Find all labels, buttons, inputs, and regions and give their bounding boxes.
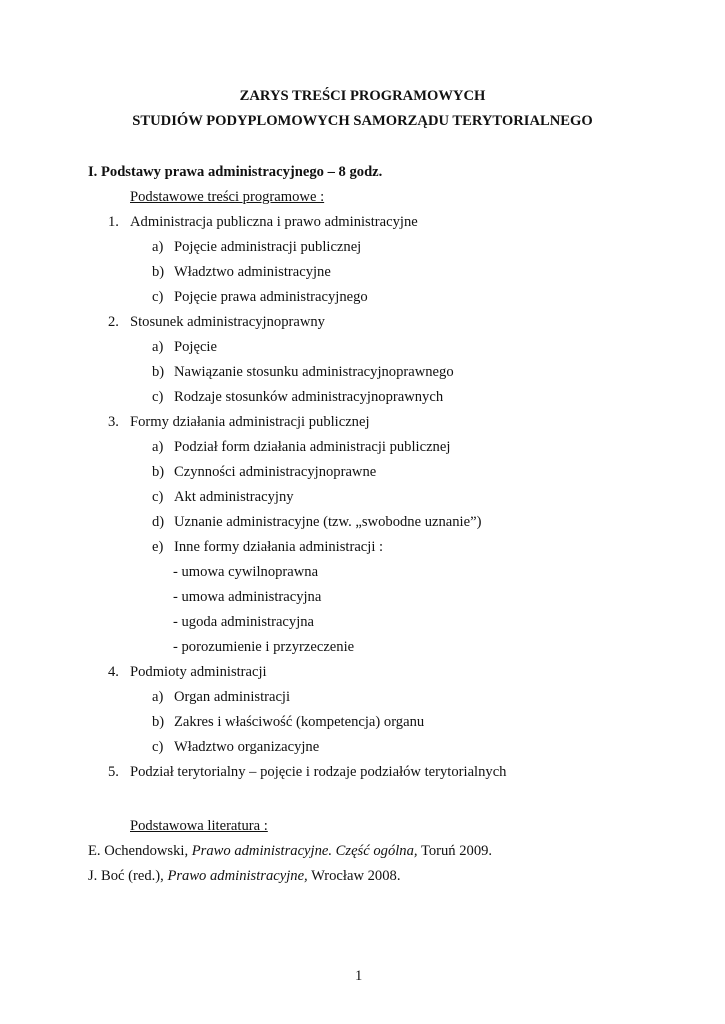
content-label: Podstawowe treści programowe :: [130, 189, 325, 205]
literature-entry: [88, 842, 492, 860]
topic-label: Stosunek administracyjnoprawny: [130, 314, 325, 330]
topic-3-item-a: [152, 438, 450, 456]
item-text: Inne formy działania administracji :: [174, 539, 384, 555]
item-text: Akt administracyjny: [174, 489, 294, 505]
item-letter: c): [152, 489, 164, 505]
dash-item: - porozumienie i przyrzeczenie: [173, 639, 355, 655]
literature-label: Podstawowa literatura :: [130, 818, 268, 834]
topic-number: 5.: [108, 764, 119, 780]
topic-1-item-a: [152, 238, 361, 256]
item-letter: a): [152, 339, 164, 355]
item-text: Rodzaje stosunków administracyjnoprawnych: [174, 389, 444, 405]
item-letter: c): [152, 289, 164, 305]
page-title-line-1: ZARYS TREŚCI PROGRAMOWYCH: [239, 88, 486, 104]
topic-number: 2.: [108, 314, 119, 330]
dash-item: - ugoda administracyjna: [173, 614, 315, 630]
item-text: Pojęcie prawa administracyjnego: [174, 289, 368, 305]
topic-2: [108, 313, 325, 331]
dash-item: - umowa administracyjna: [173, 589, 322, 605]
topic-number: 4.: [108, 664, 119, 680]
topic-2-item-a: [152, 338, 217, 356]
item-text: Zakres i właściwość (kompetencja) organu: [174, 714, 425, 730]
item-letter: a): [152, 239, 164, 255]
item-letter: a): [152, 689, 164, 705]
topic-1-item-c: [152, 288, 368, 306]
page-number: 1: [355, 968, 363, 984]
literature-place: Wrocław 2008.: [307, 868, 401, 884]
topic-3-item-d: [152, 513, 481, 531]
item-letter: d): [152, 514, 165, 530]
item-text: Pojęcie administracji publicznej: [174, 239, 362, 255]
item-letter: a): [152, 439, 164, 455]
item-letter: c): [152, 739, 164, 755]
item-text: Pojęcie: [174, 339, 217, 355]
item-letter: b): [152, 464, 165, 480]
dash-item: - umowa cywilnoprawna: [173, 564, 319, 580]
topic-3-item-b: [152, 463, 376, 481]
topic-3: [108, 413, 370, 431]
literature-entry: [88, 867, 400, 885]
topic-label: Podział terytorialny – pojęcie i rodzaje podziałów terytorialnych: [130, 764, 507, 780]
item-text: Uznanie administracyjne (tzw. „swobodne uznanie”): [174, 514, 482, 530]
item-letter: b): [152, 264, 165, 280]
section-heading: I. Podstawy prawa administracyjnego – 8 godz.: [88, 164, 383, 180]
topic-label: Formy działania administracji publicznej: [130, 414, 370, 430]
item-text: Organ administracji: [174, 689, 291, 705]
item-letter: e): [152, 539, 164, 555]
item-text: Władztwo administracyjne: [174, 264, 331, 280]
topic-label: Administracja publiczna i prawo administracyjne: [130, 214, 418, 230]
item-letter: b): [152, 364, 165, 380]
item-letter: b): [152, 714, 165, 730]
literature-author: E. Ochendowski,: [88, 843, 192, 859]
topic-4-item-c: [152, 738, 319, 756]
item-text: Czynności administracyjnoprawne: [174, 464, 377, 480]
topic-label: Podmioty administracji: [130, 664, 267, 680]
literature-place: Toruń 2009.: [417, 843, 493, 859]
item-text: Podział form działania administracji publicznej: [174, 439, 451, 455]
topic-1: [108, 213, 418, 231]
literature-title: Prawo administracyjne,: [167, 868, 308, 884]
topic-1-item-b: [152, 263, 331, 281]
topic-2-item-c: [152, 388, 443, 406]
item-text: Władztwo organizacyjne: [174, 739, 320, 755]
topic-4: [108, 663, 267, 681]
topic-4-item-a: [152, 688, 290, 706]
topic-5: [108, 763, 506, 781]
topic-number: 3.: [108, 414, 119, 430]
literature-title: Prawo administracyjne. Część ogólna,: [191, 843, 418, 859]
item-text: Nawiązanie stosunku administracyjnoprawnego: [174, 364, 454, 380]
item-letter: c): [152, 389, 164, 405]
topic-3-item-c: [152, 488, 294, 506]
topic-2-item-b: [152, 363, 454, 381]
literature-author: J. Boć (red.),: [88, 868, 168, 884]
topic-3-item-e: [152, 538, 383, 556]
topic-number: 1.: [108, 214, 119, 230]
page-title-line-2: STUDIÓW PODYPLOMOWYCH SAMORZĄDU TERYTORIALNEGO: [132, 113, 593, 129]
topic-4-item-b: [152, 713, 424, 731]
